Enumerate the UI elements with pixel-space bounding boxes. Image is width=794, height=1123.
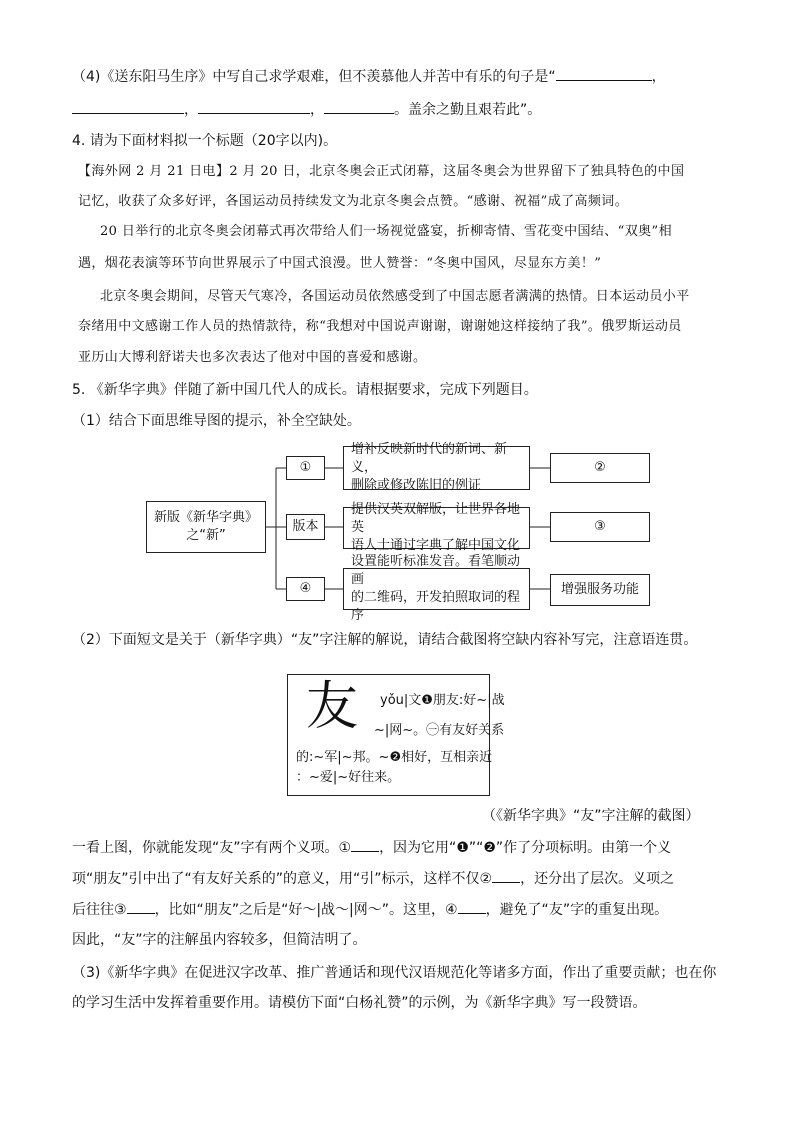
q5-para-line3: 后往往③ ，比如“朋友”之后是“好～|战～|网～”。这里，④ ，避免了“友”字的重复出现。: [72, 899, 668, 920]
q4-paragraph2-line2: 遇，烟花表演等环节向世界展示了中国式浪漫。世人赞誉：“冬奥中国风，尽显东方美！”: [78, 256, 602, 271]
dictionary-line2: ~|网~。㊀有友好关系: [374, 723, 505, 738]
mindmap-branch2-result[interactable]: ③: [550, 512, 650, 542]
dictionary-headword: 友: [306, 677, 359, 737]
dictionary-line3: 的:~军|~邦。~❷相好，互相亲近: [296, 750, 493, 765]
q5-sub1: （1）结合下面思维导图的提示，补全空缺处。: [72, 413, 361, 429]
q4-paragraph3-line1: 北京冬奥会期间，尽管天气寒冷，各国运动员依然感受到了中国志愿者满满的热情。日本运动员小平: [100, 289, 690, 304]
q5-para-line4: 因此，“友”字的注解虽内容较多，但简洁明了。: [72, 932, 367, 948]
answer-blank[interactable]: [198, 99, 310, 114]
answer-blank[interactable]: [324, 99, 394, 114]
mindmap-branch1-desc: 增补反映新时代的新词、新义， 删除或修改陈旧的例证: [343, 446, 530, 490]
mindmap-branch3-label[interactable]: ④: [286, 577, 325, 601]
answer-blank[interactable]: [492, 868, 520, 883]
q4-paragraph3-line3: 亚历山大博利舒诺夫也多次表达了他对中国的喜爱和感谢。: [78, 350, 427, 365]
mindmap-branch3-result: 增强服务功能: [550, 574, 650, 606]
q4-paragraph1-line1: 【海外网 2 月 21 日电】2 月 20 日，北京冬奥会正式闭幕，这届冬奥会为世界留下了独具特色的中国: [78, 164, 685, 179]
q5-para-line1: 一看上图，你就能发现“友”字有两个义项。① ，因为它用“❶”“❷”作了分项标明。由第一个义: [72, 837, 671, 858]
q5-sub2: （2）下面短文是关于（新华字典）“友”字注解的解说，请结合截图将空缺内容补写完，注意语连贯。: [72, 632, 698, 648]
mindmap-branch2-desc: 提供汉英双解版，让世界各地英 语人士通过字典了解中国文化: [343, 507, 530, 549]
q5-para-line2: 项“朋友”引中出了“有友好关系的”的意义，用“引”标示，这样不仅② ，还分出了层次。义项之: [72, 868, 674, 889]
dictionary-line1: yǒu|文❶朋友:好~|战: [380, 693, 505, 708]
mindmap-root: 新版《新华字典》 之“新”: [146, 501, 266, 553]
dictionary-line4: ：~爱|~好往来。: [296, 770, 401, 785]
q4-paragraph1-line2: 记忆，收获了众多好评，各国运动员持续发文为北京冬奥会点赞。“感谢、祝福”成了高频词。: [78, 194, 629, 209]
mindmap-branch2-label: 版本: [286, 514, 325, 540]
q4-title: 4. 请为下面材料拟一个标题（20字以内)。: [72, 133, 338, 149]
q4-paragraph2-line1: 20 日举行的北京冬奥会闭幕式再次带给人们一场视觉盛宴，折柳寄情、雪花变中国结、“双奥”相: [100, 224, 672, 239]
answer-blank[interactable]: [458, 899, 486, 914]
dictionary-caption: （《新华字典》“友”字注解的截图）: [482, 808, 700, 824]
q5-title: 5. 《新华字典》伴随了新中国几代人的成长。请根据要求，完成下列题目。: [72, 382, 538, 398]
q5-sub3-line1: （3)《新华字典》在促进汉字改革、推广普通话和现代汉语规范化等诸多方面，作出了重要贡献；也在你: [72, 965, 717, 981]
answer-blank[interactable]: [127, 899, 155, 914]
mindmap-branch1-result[interactable]: ②: [550, 453, 650, 483]
answer-blank[interactable]: [351, 837, 379, 852]
q3-4-line1: （4)《送东阳马生序》中写自己求学艰难，但不羡慕他人并苦中有乐的句子是“ ，: [72, 66, 666, 87]
answer-blank[interactable]: [72, 99, 184, 114]
q5-sub3-line2: 的学习生活中发挥着重要作用。请模仿下面“白杨礼赞”的示例，为《新华字典》写一段赞语。: [72, 995, 647, 1011]
mindmap-branch3-desc: 设置能听标准发音。看笔顺动画 的二维码，开发拍照取词的程序: [343, 568, 530, 610]
dictionary-entry-screenshot: [287, 674, 505, 796]
answer-blank[interactable]: [556, 66, 652, 81]
mindmap-branch1-label[interactable]: ①: [286, 456, 325, 480]
q4-paragraph3-line2: 奈绪用中文感谢工作人员的热情款待，称“我想对中国说声谢谢，谢谢她这样接纳了我”。俄罗斯运动员: [78, 319, 682, 334]
q3-4-line2: ， ， 。盖余之勤且艰若此”。: [72, 99, 541, 120]
